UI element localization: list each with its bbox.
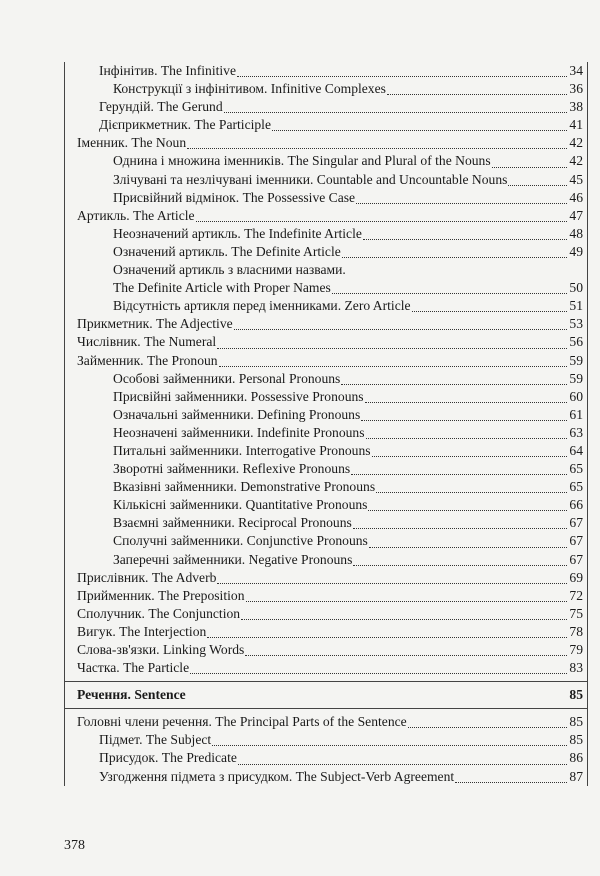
dot-leader — [187, 148, 567, 149]
toc-entry-page: 56 — [568, 333, 583, 351]
toc-entry-title: Присвійний відмінок. The Possessive Case — [113, 189, 356, 205]
toc-entry-page: 65 — [568, 478, 583, 496]
toc-entry-title: Займенник. The Pronoun — [77, 352, 218, 368]
toc-entry[interactable] — [65, 514, 587, 532]
toc-entry[interactable] — [65, 207, 587, 225]
dot-leader — [365, 402, 567, 403]
toc-entry-title: Означальні займенники. Defining Pronouns — [113, 406, 361, 422]
toc-entry[interactable] — [65, 605, 587, 623]
toc-entry[interactable] — [65, 80, 587, 98]
toc-entry-title: Конструкції з інфінітивом. Infinitive Complexes — [113, 81, 386, 97]
dot-leader — [412, 311, 567, 312]
dot-leader — [408, 727, 567, 728]
dot-leader — [492, 167, 567, 168]
toc-entry-page: 49 — [568, 243, 583, 261]
toc-entry-page: 60 — [568, 388, 583, 406]
toc-entry-page: 63 — [568, 424, 583, 442]
toc-entry-title: Питальні займенники. Interrogative Pronouns — [113, 442, 371, 458]
toc-entry[interactable] — [65, 587, 587, 605]
toc-entry-title: Частка. The Particle — [77, 660, 190, 676]
toc-entry-title: Артикль. The Article — [77, 207, 195, 223]
toc-entry-page: 69 — [568, 569, 583, 587]
dot-leader — [217, 583, 567, 584]
toc-entry-page: 42 — [568, 152, 583, 170]
toc-entry[interactable] — [65, 731, 587, 749]
table-of-contents — [64, 62, 588, 786]
toc-entry-title: Головні члени речення. The Principal Parts of the Sentence — [77, 714, 407, 730]
toc-entry-title: Іменник. The Noun — [77, 135, 187, 151]
dot-leader — [353, 565, 567, 566]
toc-entry-title: Числівник. The Numeral — [77, 334, 217, 350]
toc-entry[interactable] — [65, 134, 587, 152]
toc-entry-page: 38 — [568, 98, 583, 116]
dot-leader — [237, 76, 567, 77]
toc-entry-page: 86 — [568, 749, 583, 767]
toc-entry-page: 59 — [568, 370, 583, 388]
toc-entry-page: 34 — [568, 62, 583, 80]
toc-entry[interactable] — [65, 152, 587, 170]
toc-entry-page: 67 — [568, 514, 583, 532]
toc-entry-page: 78 — [568, 623, 583, 641]
toc-entry-title: Особові займенники. Personal Pronouns — [113, 370, 341, 386]
toc-entry[interactable] — [65, 189, 587, 207]
dot-leader — [363, 239, 567, 240]
toc-entry-title: Сполучник. The Conjunction — [77, 605, 241, 621]
dot-leader — [212, 745, 567, 746]
dot-leader — [246, 601, 567, 602]
section-divider — [65, 681, 587, 682]
toc-entry-title: Неозначені займенники. Indefinite Pronouns — [113, 424, 365, 440]
toc-section-sentence — [65, 713, 587, 785]
toc-entry[interactable] — [65, 460, 587, 478]
toc-entry-page: 72 — [568, 587, 583, 605]
toc-entry-title: Злічувані та незлічувані іменники. Countable and Uncountable Nouns — [113, 171, 508, 187]
toc-entry[interactable] — [65, 243, 587, 261]
toc-entry-title: Сполучні займенники. Conjunctive Pronouns — [113, 533, 368, 549]
toc-entry-title: Взаємні займенники. Reciprocal Pronouns — [113, 515, 352, 531]
toc-entry-page: 75 — [568, 605, 583, 623]
toc-entry[interactable] — [65, 551, 587, 569]
toc-entry-page: 67 — [568, 551, 583, 569]
dot-leader — [368, 510, 567, 511]
toc-entry-title: Відсутність артикля перед іменниками. Zero Article — [113, 298, 411, 314]
toc-entry-title: Присвійні займенники. Possessive Pronouns — [113, 388, 364, 404]
dot-leader — [224, 112, 567, 113]
toc-heading-page: 85 — [568, 686, 583, 704]
dot-leader — [353, 528, 567, 529]
toc-entry-page: 47 — [568, 207, 583, 225]
toc-entry-page: 61 — [568, 406, 583, 424]
toc-entry-page: 50 — [568, 279, 583, 297]
toc-entry-page: 42 — [568, 134, 583, 152]
toc-entry[interactable] — [65, 315, 587, 333]
toc-entry-page: 64 — [568, 442, 583, 460]
dot-leader — [217, 348, 567, 349]
toc-entry-page: 51 — [568, 297, 583, 315]
toc-entry[interactable] — [65, 641, 587, 659]
toc-entry-title: Інфінітив. The Infinitive — [99, 63, 236, 78]
toc-entry[interactable] — [65, 406, 587, 424]
toc-entry-page: 83 — [568, 659, 583, 677]
toc-entry[interactable] — [65, 478, 587, 496]
toc-entry[interactable] — [65, 261, 587, 279]
toc-entry-page: 45 — [568, 171, 583, 189]
toc-entry-title: Прислівник. The Adverb — [77, 569, 217, 585]
dot-leader — [245, 655, 567, 656]
toc-entry[interactable] — [65, 623, 587, 641]
toc-entry[interactable] — [65, 62, 587, 80]
dot-leader — [238, 764, 567, 765]
dot-leader — [196, 221, 567, 222]
toc-entry[interactable] — [65, 496, 587, 514]
toc-entry[interactable] — [65, 569, 587, 587]
toc-entry-title: Підмет. The Subject — [99, 732, 212, 748]
dot-leader — [369, 547, 567, 548]
section-divider — [65, 708, 587, 709]
toc-entry[interactable] — [65, 749, 587, 767]
toc-entry[interactable] — [65, 424, 587, 442]
dot-leader — [387, 94, 567, 95]
toc-entry[interactable] — [65, 388, 587, 406]
toc-entry-title: Присудок. The Predicate — [99, 750, 237, 766]
toc-entry[interactable] — [65, 297, 587, 315]
toc-entry[interactable] — [65, 659, 587, 677]
toc-entry-page: 85 — [568, 713, 583, 731]
dot-leader — [234, 329, 567, 330]
toc-entry-title: Заперечні займенники. Negative Pronouns — [113, 551, 353, 567]
toc-entry[interactable] — [65, 225, 587, 243]
toc-entry-title: Прийменник. The Preposition — [77, 587, 245, 603]
toc-entry-title: Дієприкметник. The Participle — [99, 117, 271, 133]
toc-entry-page: 59 — [568, 352, 583, 370]
toc-entry-page: 85 — [568, 731, 583, 749]
toc-entry-title: Прикметник. The Adjective — [77, 316, 233, 332]
toc-entry-title: Узгодження підмета з присудком. The Subject-Verb Agreement — [99, 768, 455, 784]
toc-entry[interactable] — [65, 352, 587, 370]
dot-leader — [190, 673, 567, 674]
toc-entry-title: Означений артикль з власними назвами. — [113, 262, 346, 278]
toc-entry-title: Вигук. The Interjection — [77, 623, 207, 639]
toc-entry-page: 46 — [568, 189, 583, 207]
page-number: 378 — [64, 838, 85, 853]
dot-leader — [361, 420, 567, 421]
toc-entry-title: Зворотні займенники. Reflexive Pronouns — [113, 461, 351, 477]
toc-entry-page: 41 — [568, 116, 583, 134]
toc-entry-title: Слова-зв'язки. Linking Words — [77, 642, 245, 657]
dot-leader — [351, 474, 567, 475]
toc-section-morphology — [65, 62, 587, 677]
toc-entry-page: 36 — [568, 80, 583, 98]
dot-leader — [356, 203, 567, 204]
toc-heading-title: Речення. Sentence — [77, 687, 186, 703]
toc-entry-title: Неозначений артикль. The Indefinite Article — [113, 225, 362, 241]
dot-leader — [455, 782, 567, 783]
dot-leader — [508, 185, 567, 186]
dot-leader — [341, 384, 567, 385]
dot-leader — [342, 257, 567, 258]
dot-leader — [272, 130, 567, 131]
toc-entry-page: 66 — [568, 496, 583, 514]
toc-entry-title: Герундій. The Gerund — [99, 99, 223, 115]
toc-heading-sentence[interactable] — [65, 686, 587, 704]
toc-entry-page: 67 — [568, 532, 583, 550]
dot-leader — [332, 293, 567, 294]
toc-entry-page: 79 — [568, 641, 583, 659]
dot-leader — [366, 438, 567, 439]
toc-entry-page: 87 — [568, 768, 583, 786]
toc-entry[interactable] — [65, 768, 587, 786]
toc-entry[interactable] — [65, 713, 587, 731]
dot-leader — [207, 637, 567, 638]
dot-leader — [219, 366, 567, 367]
toc-entry-title: The Definite Article with Proper Names — [113, 280, 331, 296]
toc-entry[interactable] — [65, 116, 587, 134]
toc-entry-title: Означений артикль. The Definite Article — [113, 243, 341, 259]
toc-entry-title: Однина і множина іменників. The Singular and Plural of the Nouns — [113, 153, 491, 169]
toc-entry[interactable] — [65, 333, 587, 351]
dot-leader — [372, 456, 567, 457]
toc-entry-page: 53 — [568, 315, 583, 333]
toc-entry[interactable] — [65, 532, 587, 550]
toc-entry[interactable] — [65, 98, 587, 116]
toc-entry[interactable] — [65, 370, 587, 388]
toc-entry[interactable] — [65, 279, 587, 297]
dot-leader — [241, 619, 567, 620]
toc-entry-title: Вказівні займенники. Demonstrative Pronouns — [113, 479, 376, 495]
toc-entry-page: 48 — [568, 225, 583, 243]
dot-leader — [376, 492, 567, 493]
toc-entry[interactable] — [65, 442, 587, 460]
toc-entry-page: 65 — [568, 460, 583, 478]
toc-entry[interactable] — [65, 171, 587, 189]
toc-entry-title: Кількісні займенники. Quantitative Pronouns — [113, 497, 368, 513]
